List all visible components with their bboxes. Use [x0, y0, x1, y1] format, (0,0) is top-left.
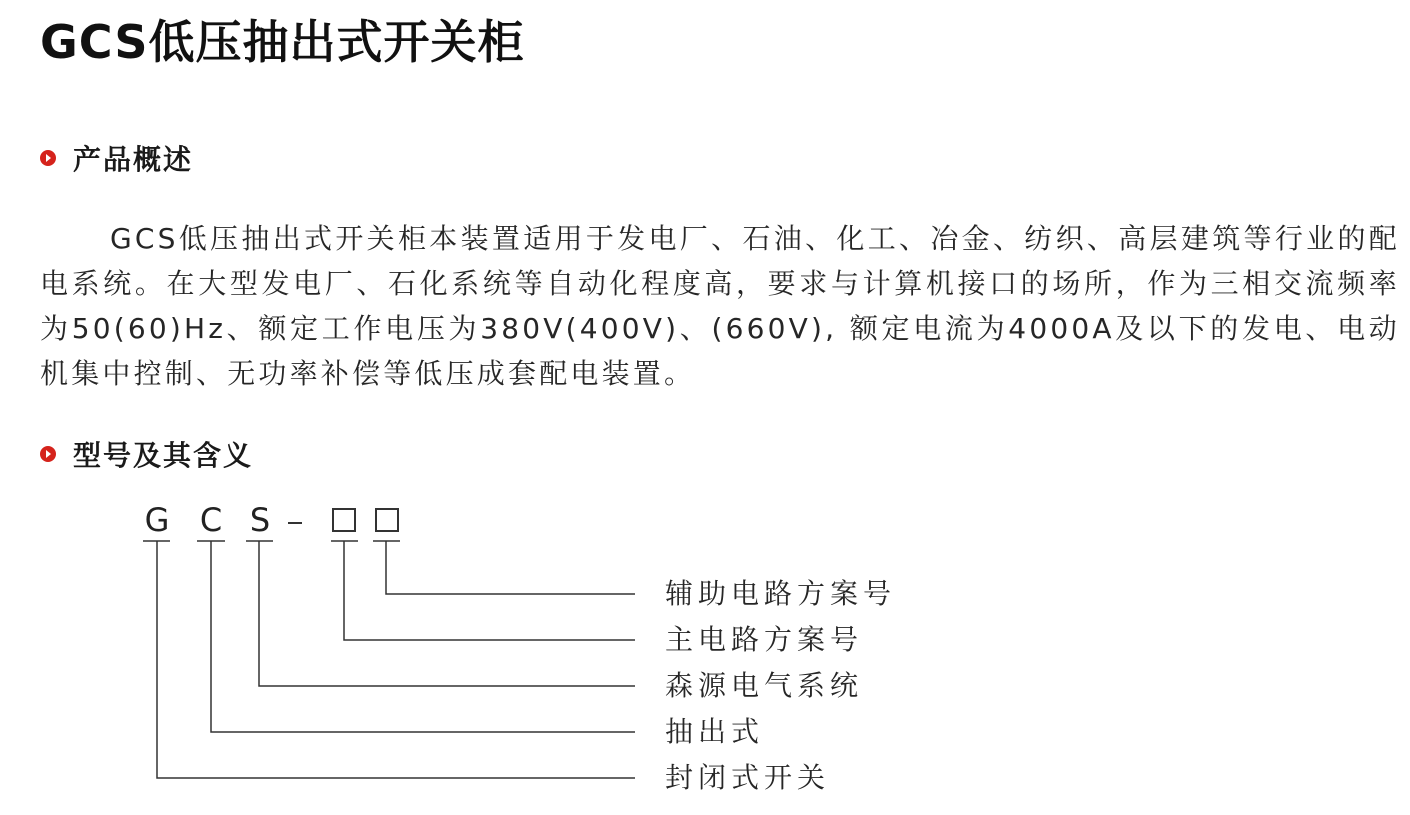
model-heading-label: 型号及其含义 — [73, 439, 254, 472]
connector-enclosed — [157, 541, 635, 778]
code-letter-g: G — [144, 501, 170, 539]
model-heading — [40, 436, 253, 472]
code-box-main-circuit — [332, 508, 356, 532]
connector-system — [259, 541, 635, 686]
meaning-main-circuit: 主电路方案号 — [665, 623, 864, 656]
red-circle-play-icon — [40, 150, 56, 166]
meaning-system: 森源电气系统 — [665, 669, 864, 702]
meaning-enclosed-switch: 封闭式开关 — [665, 761, 831, 794]
connector-main-circuit — [344, 541, 635, 640]
code-letter-c: C — [199, 501, 223, 539]
overview-paragraph: GCS低压抽出式开关柜本装置适用于发电厂、石油、化工、冶金、纺织、高层建筑等行业的配电系统。在大型发电厂、石化系统等自动化程度高，要求与计算机接口的场所，作为三相交流频率为50(60)Hz、额定工作电压为380V(400V)、(660V), 额定电流为4000A及以下的发电、电动机集中控制、无功率补偿等低压成套配电装置。 — [40, 222, 1400, 390]
meaning-drawout: 抽出式 — [665, 715, 765, 748]
connector-drawout — [211, 541, 635, 732]
code-letter-s: S — [249, 501, 271, 539]
connector-aux-circuit — [386, 541, 635, 594]
overview-heading — [40, 140, 193, 176]
code-box-aux-circuit — [375, 508, 399, 532]
overview-heading-label: 产品概述 — [73, 143, 194, 176]
page-title: GCS低压抽出式开关柜 — [40, 15, 525, 69]
code-dash — [288, 522, 302, 524]
red-circle-play-icon — [40, 446, 56, 462]
meaning-aux-circuit: 辅助电路方案号 — [665, 577, 897, 610]
